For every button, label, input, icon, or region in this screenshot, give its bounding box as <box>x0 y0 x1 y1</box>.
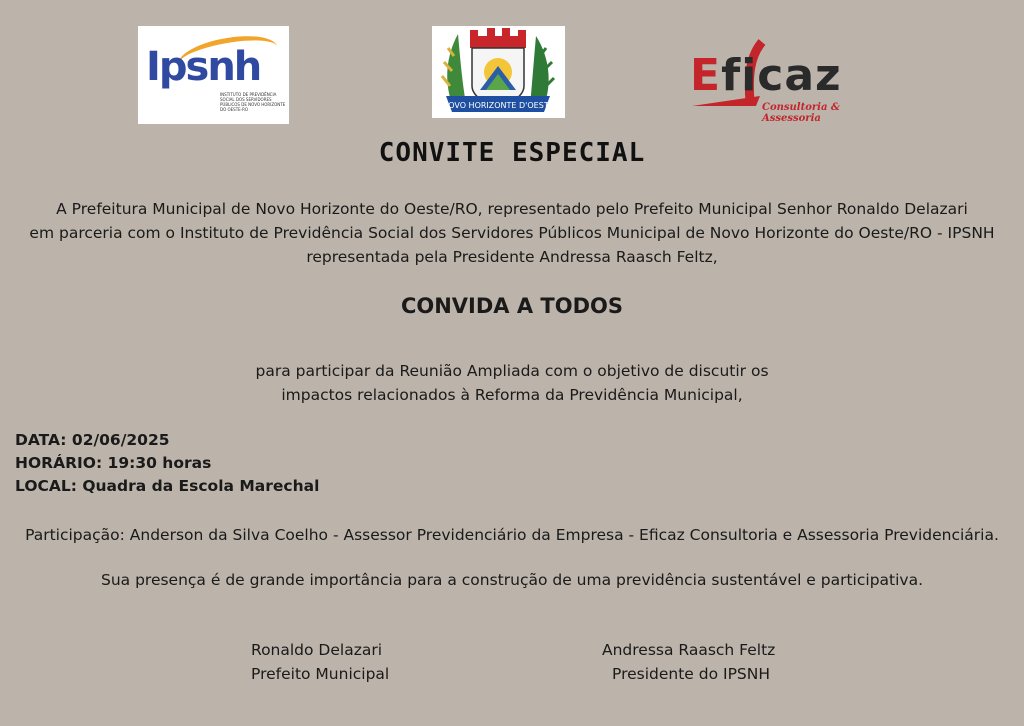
presence-note: Sua presença é de grande importância para a construção de uma previdência sustentável e participativa. <box>100 571 924 589</box>
signature-role: Prefeito Municipal <box>251 665 390 683</box>
intro-line: A Prefeitura Municipal de Novo Horizonte do Oeste/RO, representado pelo Prefeito Municipal Senhor Ronaldo Delazari <box>56 200 968 218</box>
ipsnh-tagline: INSTITUTO DE PREVIDÊNCIA SOCIAL DOS SERVIDORES PÚBLICOS DE NOVO HORIZONTE DO OESTE-RO <box>220 92 286 112</box>
objective-line: para participar da Reunião Ampliada com o objetivo de discutir os <box>255 362 769 380</box>
objective-line: impactos relacionados à Reforma da Previdência Municipal, <box>281 386 743 404</box>
event-time: HORÁRIO: 19:30 horas <box>15 454 212 472</box>
signature-mayor <box>251 638 389 686</box>
signature-name: Andressa Raasch Feltz <box>602 641 776 659</box>
eficaz-brand-rest: ficaz <box>721 50 842 101</box>
invitation-heading: CONVIDA A TODOS <box>400 294 624 318</box>
eficaz-subtitle: Consultoria & Assessoria <box>762 102 840 124</box>
ipsnh-logo <box>138 26 289 124</box>
coat-of-arms-icon <box>432 26 565 118</box>
coat-of-arms-ribbon-text: NOVO HORIZONTE D'OESTE <box>442 101 554 110</box>
objective-paragraph <box>0 359 1024 407</box>
municipal-coat-of-arms-logo <box>432 26 565 118</box>
eficaz-brand-e: E <box>690 50 722 101</box>
eficaz-logo <box>690 36 900 124</box>
signature-name: Ronaldo Delazari <box>251 641 383 659</box>
invitation-title: CONVITE ESPECIAL <box>378 138 646 168</box>
eficaz-brand-text <box>690 50 842 101</box>
ipsnh-brand-text: Ipsnh <box>146 44 261 90</box>
intro-line: em parceria com o Instituto de Previdência Social dos Servidores Públicos Municipal de Novo Horizonte do Oeste/RO - IPSNH <box>29 224 995 242</box>
participation-note: Participação: Anderson da Silva Coelho - Assessor Previdenciário da Empresa - Eficaz Consultoria e Assessoria Previdenciária. <box>25 526 999 544</box>
intro-line: representada pela Presidente Andressa Raasch Feltz, <box>306 248 718 266</box>
signature-role: Presidente do IPSNH <box>612 665 771 683</box>
signature-president <box>602 638 775 686</box>
event-date: DATA: 02/06/2025 <box>15 431 170 449</box>
event-location: LOCAL: Quadra da Escola Marechal <box>15 477 320 495</box>
event-details <box>15 429 319 498</box>
intro-paragraph <box>0 197 1024 269</box>
